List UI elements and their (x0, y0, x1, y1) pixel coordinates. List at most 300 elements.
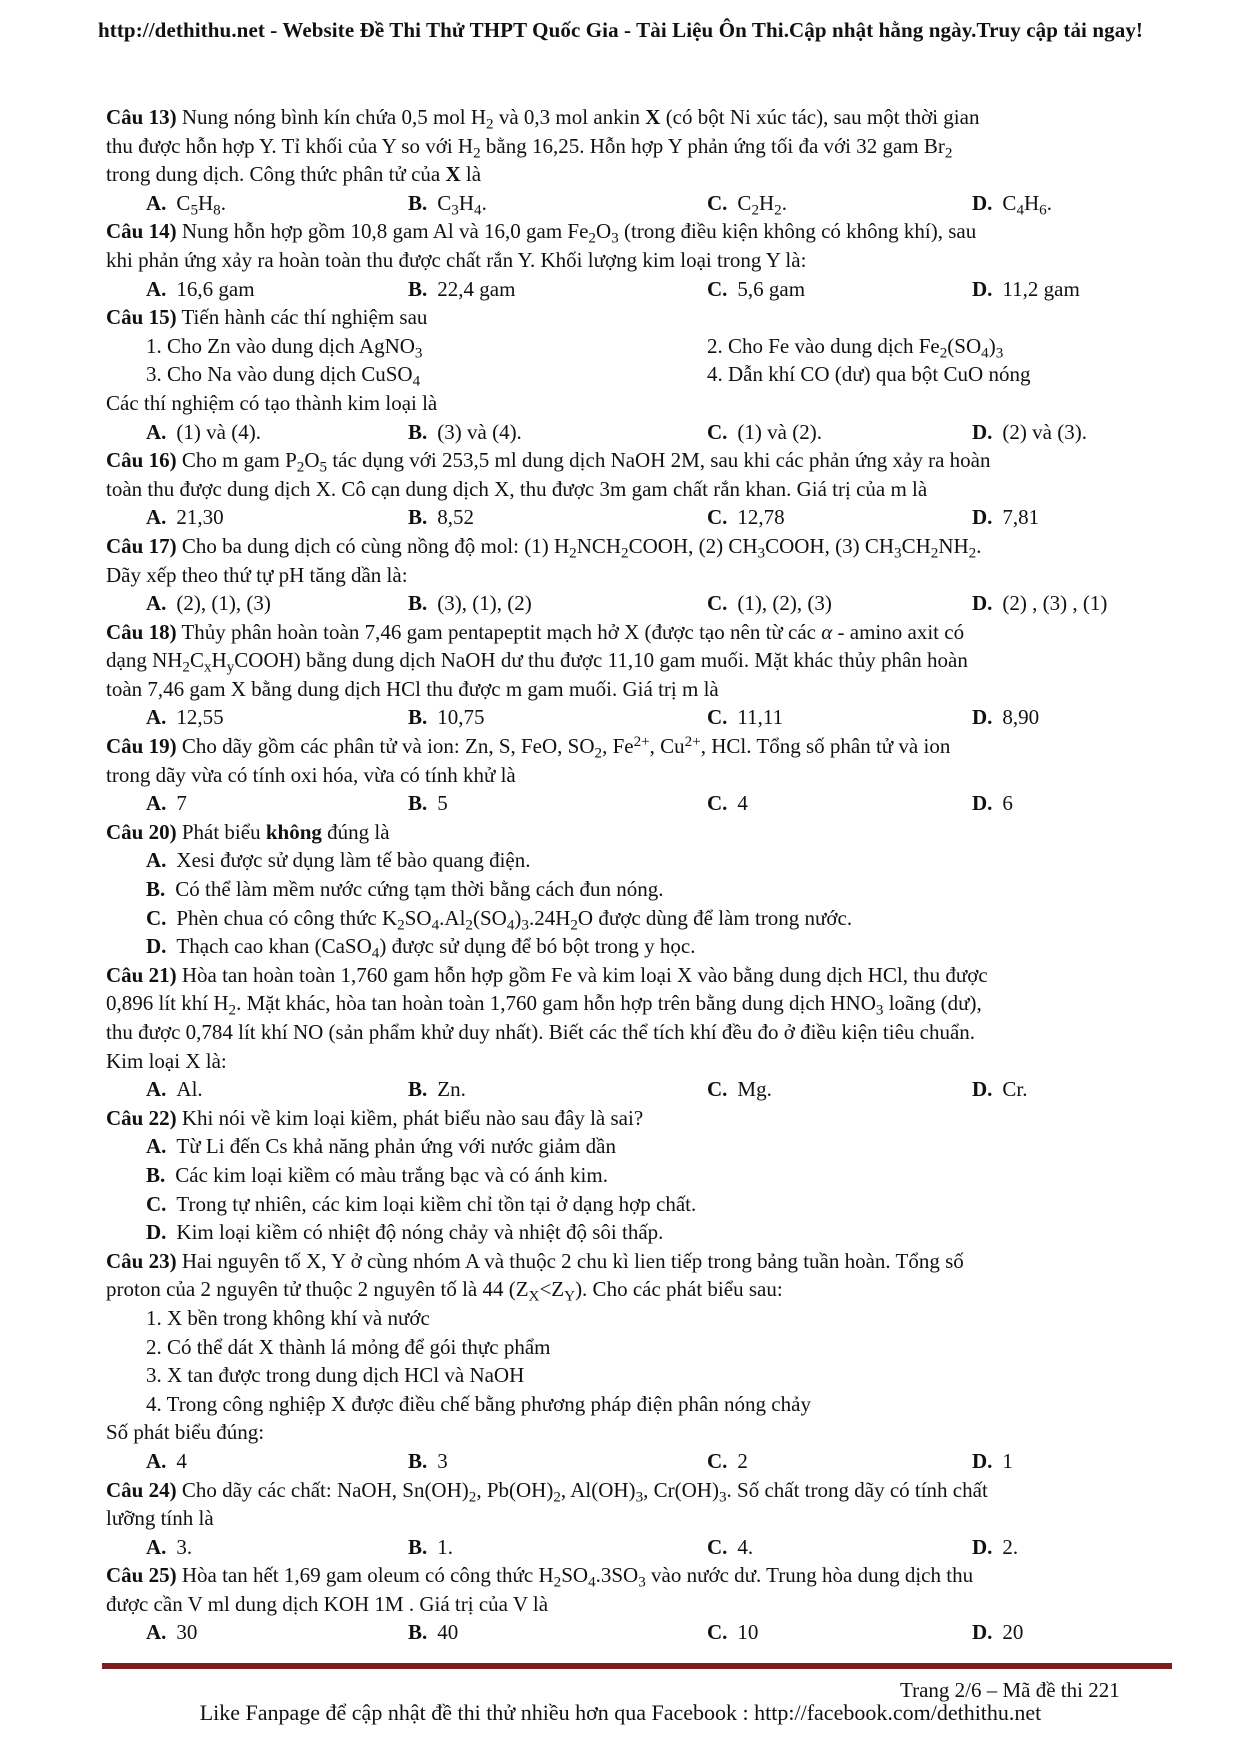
experiment-3 (146, 360, 420, 389)
text: Nung nóng bình kín chứa 0,5 mol H (176, 105, 487, 129)
question-label: Câu 20) (106, 819, 177, 844)
text: Tiến hành các thí nghiệm sau (176, 305, 428, 330)
option-text: 10,75 (437, 705, 485, 730)
question-13 (106, 103, 1172, 132)
subscript: 4 (412, 373, 421, 390)
question-16-line2 (106, 475, 1172, 504)
text: 1. Cho Zn vào dung dịch AgNO (146, 333, 415, 358)
option-letter: A. (146, 419, 167, 444)
option-text: 7,81 (1002, 505, 1040, 530)
question-25 (106, 1561, 1172, 1590)
text: ). Cho các phát biểu sau: (575, 1277, 783, 1302)
option-text: (3) và (4). (437, 419, 522, 444)
option-a[interactable] (146, 1447, 187, 1476)
option-letter: A. (146, 1620, 167, 1645)
option-b[interactable] (408, 189, 487, 218)
subscript: 4 (474, 202, 482, 219)
text: khi phản ứng xảy ra hoàn toàn thu được chất rắn Y. Khối lượng kim loại trong Y là: (106, 247, 807, 272)
text: COOH) bằng dung dịch NaOH dư thu được 11,10 gam muối. Mặt khác thủy phân hoàn (234, 648, 968, 673)
question-19-line2 (106, 761, 1172, 790)
text: <Z (539, 1277, 565, 1302)
question-23-line2 (106, 1275, 1172, 1304)
option-d[interactable] (972, 503, 1039, 532)
option-d[interactable] (972, 1533, 1018, 1562)
exam-content (106, 103, 1172, 1647)
text: trong dung dịch. Công thức phân tử của (106, 162, 446, 187)
option-letter: C. (707, 419, 728, 444)
question-15 (106, 303, 1172, 332)
subscript: 2 (296, 459, 305, 476)
subscript: 4 (371, 945, 380, 962)
subscript: 3 (718, 1489, 727, 1506)
text: , Cu (649, 734, 685, 759)
option-letter: A. (146, 1534, 167, 1559)
option-text: 10 (737, 1620, 759, 1645)
option-a[interactable] (146, 503, 224, 532)
subscript: 3 (635, 1489, 644, 1506)
option-a[interactable] (146, 418, 261, 447)
text: NCH (576, 533, 622, 558)
text: Dãy xếp theo thứ tự pH tăng dần là: (106, 562, 408, 587)
subscript: 2 (570, 917, 578, 934)
option-text: Xesi được sử dụng làm tế bào quang điện. (176, 848, 531, 873)
option-letter: B. (408, 1620, 428, 1645)
subscript: 5 (190, 202, 198, 219)
text: , Fe (602, 734, 634, 759)
text: . (481, 190, 487, 215)
option-letter: C. (707, 505, 728, 530)
option-letter: B. (408, 1448, 428, 1473)
subscript: 3 (451, 202, 459, 219)
subscript: 2 (182, 659, 190, 676)
option-c[interactable]: C. Phèn chua có công thức $K_2SO_4.Al_2(SO_4)_3.24H_2O$ được dùng để làm trong nước. (146, 905, 853, 934)
option-d[interactable] (106, 932, 1172, 961)
option-text: (2), (1), (3) (176, 591, 271, 616)
subscript: 2 (473, 145, 481, 162)
question-label: Câu 16) (106, 448, 177, 473)
text: (có bột Ni xúc tác), sau một thời gian (660, 105, 980, 129)
option-d[interactable] (972, 275, 1080, 304)
option-d[interactable] (972, 189, 1052, 218)
text: O (595, 219, 612, 244)
bold-text: không (265, 819, 322, 844)
option-b[interactable] (408, 1533, 453, 1562)
option-c[interactable] (707, 189, 787, 218)
text: Khi nói về kim loại kiềm, phát biểu nào sau đây là sai? (176, 1105, 644, 1130)
footer-divider (102, 1663, 1172, 1669)
option-text: 5,6 gam (737, 276, 806, 301)
question-20 (106, 818, 1172, 847)
question-label: Câu 13) (106, 105, 177, 129)
statement-1 (106, 1304, 1172, 1333)
subscript: 2 (468, 1489, 477, 1506)
option-c[interactable] (707, 703, 783, 732)
option-letter: D. (972, 1534, 993, 1559)
option-letter: B. (408, 705, 428, 730)
question-13-line2 (106, 132, 1172, 161)
text: loãng (dư), (883, 991, 982, 1016)
superscript: 2+ (633, 734, 650, 751)
text: Hòa tan hết 1,69 gam oleum có công thức H (176, 1563, 554, 1588)
option-letter: C. (707, 705, 728, 730)
subscript: 2 (968, 545, 977, 562)
text: Cho dãy các chất: NaOH, Sn(OH) (176, 1477, 469, 1502)
site-header[interactable]: http://dethithu.net - Website Đề Thi Thử THPT Quốc Gia - Tài Liệu Ôn Thi.Cập nhật hằng ngày.Truy cập tải ngay! (97, 18, 1144, 42)
option-a[interactable] (106, 1132, 1172, 1161)
option-letter: A. (146, 505, 167, 530)
option-letter: C. (707, 1534, 728, 1559)
text: 2. Cho Fe vào dung dịch Fe (707, 333, 940, 358)
option-letter: A. (146, 1077, 167, 1102)
option-letter: A. (146, 591, 167, 616)
option-text: 1. (437, 1534, 454, 1559)
bold-x: X (445, 162, 461, 187)
option-letter: D. (972, 419, 993, 444)
subscript: X (528, 1288, 540, 1305)
answer-options (106, 703, 1172, 732)
option-b[interactable] (408, 275, 515, 304)
option-a[interactable] (146, 189, 226, 218)
text: .3SO (595, 1563, 639, 1588)
option-b[interactable] (408, 789, 448, 818)
subscript: 2 (621, 545, 629, 562)
option-a[interactable] (146, 589, 271, 618)
option-b[interactable] (408, 1618, 458, 1647)
option-c[interactable] (707, 589, 832, 618)
subscript: 2 (228, 1002, 237, 1019)
option-text: 11,2 gam (1002, 276, 1080, 301)
subscript: 2 (553, 1489, 561, 1506)
text: Thủy phân hoàn toàn 7,46 gam pentapeptit mạch hở X (được tạo nên từ các (176, 619, 822, 644)
answer-options (106, 189, 1172, 218)
option-letter: B. (146, 877, 166, 902)
option-text: 3. (176, 1534, 193, 1559)
experiment-1 (146, 332, 422, 361)
text: Số phát biểu đúng: (106, 1420, 265, 1445)
subscript: 4 (1016, 202, 1024, 219)
option-d[interactable] (972, 418, 1087, 447)
option-letter: D. (146, 934, 167, 959)
option-b[interactable] (408, 589, 532, 618)
text: H (198, 190, 214, 215)
option-c[interactable] (707, 503, 785, 532)
option-text: Mg. (737, 1077, 772, 1102)
text: Các thí nghiệm có tạo thành kim loại là (106, 390, 438, 415)
question-label: Câu 18) (106, 619, 177, 644)
answer-options (106, 418, 1172, 447)
text: 3. X tan được trong dung dịch HCl và NaOH (146, 1363, 525, 1388)
option-text: 12,55 (176, 705, 224, 730)
statement-2 (106, 1333, 1172, 1362)
option-letter: A. (146, 1134, 167, 1159)
experiment-row (106, 360, 1172, 389)
option-b[interactable] (408, 503, 474, 532)
option-d[interactable] (972, 589, 1107, 618)
question-21-line4 (106, 1047, 1172, 1076)
text: H (211, 648, 227, 673)
option-a[interactable] (146, 703, 224, 732)
text: SO (561, 1563, 589, 1588)
text: .24H (528, 905, 571, 930)
text: .Al (439, 905, 466, 930)
option-a[interactable] (106, 846, 1172, 875)
question-24 (106, 1476, 1172, 1505)
footer-link[interactable]: Like Fanpage để cập nhật đề thi thử nhiều hơn qua Facebook : http://facebook.com/dethithu.net (199, 1700, 1042, 1725)
option-text: 3 (437, 1448, 448, 1473)
option-letter: D. (972, 705, 993, 730)
text: COOH, (2) CH (628, 533, 758, 558)
option-d[interactable] (972, 703, 1039, 732)
text: C (1002, 190, 1017, 215)
text: Cho dãy gồm các phân tử và ion: Zn, S, FeO, SO (176, 734, 595, 759)
option-d[interactable] (972, 1618, 1023, 1647)
option-c[interactable] (707, 1533, 753, 1562)
text: . (220, 190, 226, 215)
option-c[interactable] (707, 418, 822, 447)
option-b[interactable] (408, 703, 485, 732)
subscript: 3 (414, 345, 423, 362)
subscript: 5 (319, 459, 328, 476)
option-letter: C. (146, 1191, 167, 1216)
question-label: Câu 25) (106, 1563, 177, 1588)
text: (SO (472, 905, 507, 930)
text: ) được sử dụng để bó bột trong y học. (379, 934, 696, 959)
subscript: 3 (875, 1002, 884, 1019)
text: C (189, 648, 204, 673)
subscript: 3 (638, 1574, 646, 1591)
option-text: (2) và (3). (1002, 419, 1087, 444)
text: H (1024, 190, 1040, 215)
option-d[interactable] (972, 1447, 1013, 1476)
text: thu được 0,784 lít khí NO (sản phẩm khử duy nhất). Biết các thể tích khí đều đo ở điều kiện tiêu chuẩn. (106, 1020, 976, 1044)
question-18-line3 (106, 675, 1172, 704)
option-a[interactable] (146, 1618, 197, 1647)
text: Hòa tan hoàn toàn 1,760 gam hỗn hợp gồm Fe và kim loại X vào bằng dung dịch HCl, thu được (176, 962, 988, 987)
option-letter: B. (408, 190, 428, 215)
text: bằng 16,25. Hỗn hợp Y phản ứng tối đa với 32 gam Br (480, 133, 945, 158)
text: CH (901, 533, 931, 558)
text: O được dùng để làm trong nước. (577, 905, 853, 930)
question-label: Câu 23) (106, 1248, 177, 1273)
option-letter: C. (707, 791, 728, 816)
subscript: 3 (611, 230, 619, 247)
question-25-line2 (106, 1590, 1172, 1619)
subscript: 3 (995, 345, 1004, 362)
option-letter: D. (972, 791, 993, 816)
subscript: 8 (213, 202, 221, 219)
option-c[interactable] (707, 275, 805, 304)
option-text: 2. (1002, 1534, 1019, 1559)
option-b[interactable] (106, 875, 1172, 904)
text: tác dụng với 253,5 ml dung dịch NaOH 2M, sau khi các phản ứng xảy ra hoàn (327, 448, 991, 473)
text: Cho m gam P (176, 448, 297, 473)
option-text: 21,30 (176, 505, 224, 530)
option-d[interactable] (106, 1218, 1172, 1247)
question-23-line3 (106, 1418, 1172, 1447)
text: dạng NH (106, 648, 183, 673)
answer-options (106, 1618, 1172, 1647)
option-text: 22,4 gam (437, 276, 516, 301)
option-letter: D. (972, 276, 993, 301)
option-text: (2) , (3) , (1) (1002, 591, 1108, 616)
subscript: 4 (981, 345, 989, 362)
text: là (460, 162, 482, 187)
option-a[interactable] (146, 275, 255, 304)
question-15-line2 (106, 389, 1172, 418)
text: . Mặt khác, hòa tan hoàn toàn 1,760 gam hỗn hợp trên bằng dung dịch HNO (236, 991, 876, 1016)
option-letter: B. (408, 591, 428, 616)
option-b[interactable] (408, 418, 522, 447)
subscript: 2 (751, 202, 759, 219)
option-letter: A. (146, 791, 167, 816)
superscript: 2+ (684, 734, 701, 751)
text: lưỡng tính là (106, 1506, 214, 1531)
subscript: 2 (465, 917, 473, 934)
text: Phèn chua có công thức K (176, 905, 398, 930)
option-text: 4. (737, 1534, 754, 1559)
option-a[interactable] (146, 1533, 192, 1562)
text: Nung hỗn hợp gồm 10,8 gam Al và 16,0 gam Fe (176, 219, 589, 244)
experiment-2: 2. Cho Fe vào dung dịch $Fe_2(SO_4)_3$ (707, 333, 1004, 362)
question-14-line2 (106, 246, 1172, 275)
answer-options (106, 589, 1172, 618)
text: Phát biểu (176, 819, 266, 844)
subscript: 3 (757, 545, 766, 562)
option-text: 12,78 (737, 505, 785, 530)
text: , HCl. Tổng số phân tử và ion (700, 734, 951, 759)
option-text: 8,52 (437, 505, 475, 530)
option-text: 7 (176, 791, 187, 816)
text: toàn 7,46 gam X bằng dung dịch HCl thu được m gam muối. Giá trị m là (106, 676, 719, 701)
subscript: 2 (553, 1574, 562, 1591)
text: (SO (947, 333, 982, 358)
question-24-line2 (106, 1504, 1172, 1533)
option-letter: D. (972, 1448, 993, 1473)
option-letter: D. (972, 1077, 993, 1102)
text: COOH, (3) CH (765, 533, 894, 558)
text: đúng là (321, 819, 390, 844)
subscript: 2 (397, 917, 405, 934)
option-letter: A. (146, 276, 167, 301)
option-b[interactable] (408, 1447, 448, 1476)
question-21-line2 (106, 989, 1172, 1018)
text: 3. Cho Na vào dung dịch CuSO (146, 362, 413, 387)
option-text: 11,11 (737, 705, 784, 730)
experiment-row (106, 332, 1172, 361)
subscript: 4 (431, 917, 440, 934)
option-letter: B. (408, 276, 428, 301)
question-17: Câu 17) Cho ba dung dịch có cùng nồng độ mol: (1) $H_2NCH_2COOH$, (2) $CH_3COOH$, (3) $CH_3CH_2NH_2$. (106, 533, 982, 562)
text: H (458, 190, 475, 215)
question-16 (106, 446, 1172, 475)
subscript: x (203, 659, 212, 676)
option-text: Cr. (1002, 1077, 1028, 1102)
option-a[interactable] (146, 1075, 203, 1104)
question-14 (106, 217, 1172, 246)
option-c[interactable] (707, 1447, 748, 1476)
statement-4 (106, 1390, 1172, 1419)
question-21-line3 (106, 1018, 1172, 1047)
answer-options (106, 503, 1172, 532)
option-letter: C. (707, 276, 728, 301)
question-17-line2 (106, 561, 1172, 590)
option-letter: C. (146, 905, 167, 930)
option-letter: C. (707, 591, 728, 616)
subscript: 4 (506, 917, 515, 934)
question-18-line2 (106, 646, 1172, 675)
option-b[interactable] (106, 1161, 1172, 1190)
option-text: 8,90 (1002, 705, 1040, 730)
option-c[interactable] (106, 1190, 1172, 1219)
question-22 (106, 1104, 1172, 1133)
option-letter: C. (707, 1448, 728, 1473)
answer-options (106, 275, 1172, 304)
option-text: 4 (737, 791, 748, 816)
text: , Al(OH) (560, 1477, 636, 1502)
text: . (781, 190, 787, 215)
text: Kim loại X là: (106, 1048, 227, 1073)
option-text: Trong tự nhiên, các kim loại kiềm chỉ tồn tại ở dạng hợp chất. (176, 1191, 697, 1216)
subscript: 2 (944, 145, 953, 162)
option-text: 16,6 gam (176, 276, 255, 301)
subscript: 6 (1039, 202, 1047, 219)
option-text: 2 (737, 1448, 748, 1473)
subscript: Y (564, 1288, 576, 1305)
option-letter: B. (408, 791, 428, 816)
text: trong dãy vừa có tính oxi hóa, vừa có tính khử là (106, 762, 516, 787)
text: 4. Trong công nghiệp X được điều chế bằng phương pháp điện phân nóng chảy (146, 1391, 811, 1416)
text: C (737, 190, 752, 215)
option-letter: C. (707, 1077, 728, 1102)
option-letter: D. (972, 591, 993, 616)
option-d[interactable] (972, 789, 1013, 818)
text: NH (938, 533, 969, 558)
answer-options (106, 1447, 1172, 1476)
subscript: 2 (486, 116, 494, 133)
answer-options (106, 1075, 1172, 1104)
option-text: 4 (176, 1448, 187, 1473)
option-c[interactable] (707, 1075, 772, 1104)
question-21 (106, 961, 1172, 990)
option-c[interactable] (707, 1618, 758, 1647)
option-letter: B. (146, 1162, 166, 1187)
option-a[interactable] (146, 789, 187, 818)
option-text: Zn. (437, 1077, 466, 1102)
text: được cần V ml dung dịch KOH 1M . Giá trị của V là (106, 1591, 549, 1616)
option-d[interactable] (972, 1075, 1028, 1104)
question-label: Câu 14) (106, 219, 177, 244)
statement-3 (106, 1361, 1172, 1390)
subscript: 2 (774, 202, 782, 219)
option-c[interactable] (707, 789, 748, 818)
question-label: Câu 22) (106, 1105, 177, 1130)
option-text: (1) và (2). (737, 419, 822, 444)
text: . Số chất trong dãy có tính chất (726, 1477, 988, 1502)
option-text: (3), (1), (2) (437, 591, 532, 616)
option-letter: D. (972, 1620, 993, 1645)
text: SO (404, 905, 432, 930)
subscript: 2 (588, 230, 596, 247)
option-b[interactable] (408, 1075, 466, 1104)
answer-options (106, 1533, 1172, 1562)
option-letter: B. (408, 1077, 428, 1102)
subscript: 2 (939, 345, 948, 362)
subscript: 2 (930, 545, 939, 562)
experiment-4: 4. Dẫn khí CO (dư) qua bột CuO nóng (707, 362, 1031, 387)
subscript: 2 (569, 545, 577, 562)
text: Thạch cao khan (CaSO (176, 934, 372, 959)
option-letter: C. (707, 190, 728, 215)
